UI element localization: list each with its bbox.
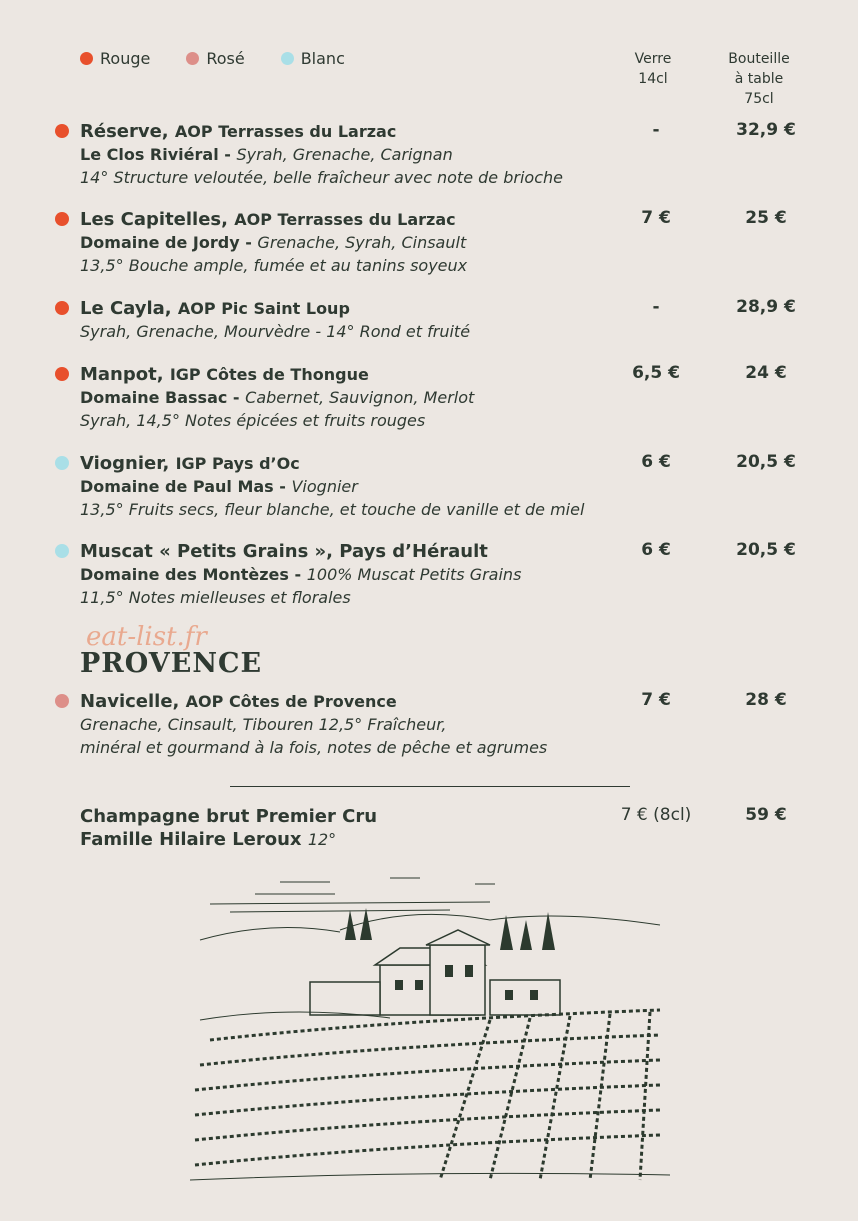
grapes: 100% Muscat Petits Grains xyxy=(306,565,522,584)
grapes: Syrah, Grenache, Carignan xyxy=(236,145,453,164)
wine-entry xyxy=(80,120,820,189)
wine-entry xyxy=(80,297,820,343)
champagne-producer: Famille Hilaire Leroux xyxy=(80,829,308,850)
tasting-note: minéral et gourmand à la fois, notes de pêche et agrumes xyxy=(80,738,548,757)
bottle-price: 20,5 € xyxy=(736,452,796,472)
champagne-entry xyxy=(80,805,820,851)
wine-appellation: AOP Terrasses du Larzac xyxy=(174,122,397,141)
header-line: Verre xyxy=(634,51,672,67)
wine-name: Viognier, xyxy=(80,453,176,474)
grapes: Cabernet, Sauvignon, Merlot xyxy=(245,388,475,407)
legend-blanc xyxy=(281,49,345,68)
blue-dot-icon xyxy=(55,544,69,558)
bottle-price: 28,9 € xyxy=(736,297,796,317)
header-line: 75cl xyxy=(744,91,774,107)
producer: Domaine Bassac - xyxy=(80,388,246,407)
wine-appellation: AOP Côtes de Provence xyxy=(185,692,397,711)
glass-price: 6,5 € xyxy=(632,363,680,383)
wine-entry xyxy=(80,452,820,521)
wine-entry xyxy=(80,690,820,759)
pink-dot-icon xyxy=(55,694,69,708)
header-line: Bouteille xyxy=(728,51,790,67)
legend-rose xyxy=(186,49,244,68)
wine-name: Muscat « Petits Grains », Pays d’Hérault xyxy=(80,541,488,562)
legend-label: Rouge xyxy=(100,49,151,68)
header-line: 14cl xyxy=(638,71,668,87)
color-legend xyxy=(80,49,381,68)
legend-label: Blanc xyxy=(300,49,345,68)
blue-dot-icon xyxy=(281,52,294,65)
red-dot-icon xyxy=(55,367,69,381)
divider xyxy=(230,786,630,787)
wine-name: Manpot, xyxy=(80,364,170,385)
wine-entry xyxy=(80,363,820,432)
bottle-price: 32,9 € xyxy=(736,120,796,140)
red-dot-icon xyxy=(80,52,93,65)
producer: Domaine de Jordy - xyxy=(80,233,258,252)
champagne-name: Champagne brut Premier Cru xyxy=(80,806,378,827)
vineyard-illustration xyxy=(190,870,670,1190)
tasting-note: Grenache, Cinsault, Tibouren 12,5° Fraîcheur, xyxy=(80,715,447,734)
wine-appellation: AOP Pic Saint Loup xyxy=(177,299,350,318)
wine-name: Réserve, xyxy=(80,121,175,142)
legend-rouge xyxy=(80,49,150,68)
glass-price: - xyxy=(652,297,660,317)
grapes: Viognier xyxy=(291,477,358,496)
wine-appellation: AOP Terrasses du Larzac xyxy=(234,210,456,229)
watermark: eat-list.fr xyxy=(86,622,207,652)
wine-appellation: IGP Pays d’Oc xyxy=(175,454,300,473)
bottle-price: 59 € xyxy=(745,805,787,825)
bottle-price: 24 € xyxy=(745,363,787,383)
red-dot-icon xyxy=(55,301,69,315)
blue-dot-icon xyxy=(55,456,69,470)
bottle-price: 28 € xyxy=(745,690,787,710)
pink-dot-icon xyxy=(186,52,199,65)
champagne-degree: 12° xyxy=(307,830,337,849)
section-title: PROVENCE xyxy=(80,648,263,679)
glass-price: 7 € xyxy=(641,208,671,228)
wine-name: Les Capitelles, xyxy=(80,209,235,230)
tasting-note: Syrah, Grenache, Mourvèdre - 14° Rond et fruité xyxy=(80,322,471,341)
wine-name: Le Cayla, xyxy=(80,298,178,319)
wine-entry xyxy=(80,540,820,609)
producer: Domaine des Montèzes - xyxy=(80,565,307,584)
bottle-price: 25 € xyxy=(745,208,787,228)
header-line: à table xyxy=(734,71,784,87)
tasting-note: 11,5° Notes mielleuses et florales xyxy=(80,588,351,607)
wine-name: Navicelle, xyxy=(80,691,186,712)
glass-price: 6 € xyxy=(641,452,671,472)
bottle-price: 20,5 € xyxy=(736,540,796,560)
glass-price: 7 € (8cl) xyxy=(620,805,692,825)
tasting-note: Syrah, 14,5° Notes épicées et fruits rouges xyxy=(80,411,426,430)
glass-price: - xyxy=(652,120,660,140)
glass-price: 7 € xyxy=(641,690,671,710)
glass-price: 6 € xyxy=(641,540,671,560)
legend-label: Rosé xyxy=(206,49,245,68)
tasting-note: 14° Structure veloutée, belle fraîcheur avec note de brioche xyxy=(80,168,563,187)
tasting-note: 13,5° Fruits secs, fleur blanche, et touche de vanille et de miel xyxy=(80,500,585,519)
red-dot-icon xyxy=(55,212,69,226)
wine-entry xyxy=(80,208,820,277)
producer: Le Clos Riviéral - xyxy=(80,145,237,164)
glass-column-header xyxy=(613,49,693,89)
grapes: Grenache, Syrah, Cinsault xyxy=(257,233,467,252)
bottle-column-header xyxy=(714,49,804,109)
producer: Domaine de Paul Mas - xyxy=(80,477,292,496)
tasting-note: 13,5° Bouche ample, fumée et au tanins soyeux xyxy=(80,256,468,275)
wine-appellation: IGP Côtes de Thongue xyxy=(169,365,369,384)
red-dot-icon xyxy=(55,124,69,138)
